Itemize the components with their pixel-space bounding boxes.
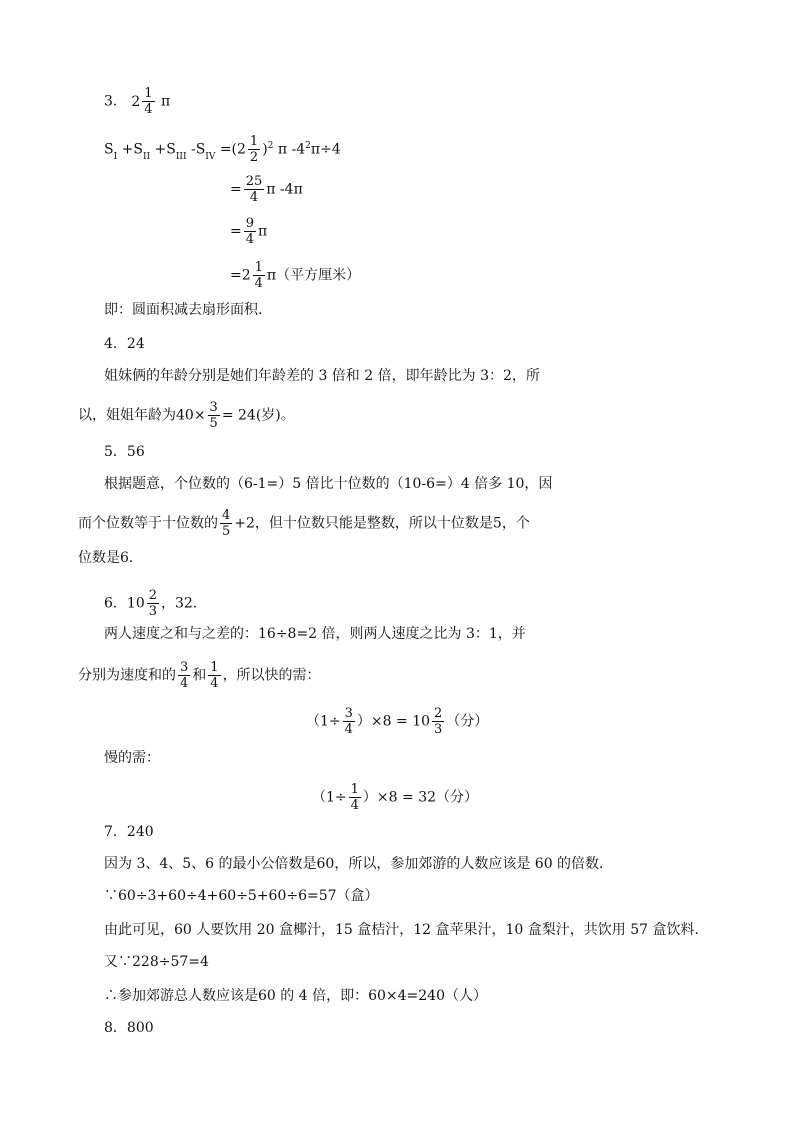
answer-8-heading: 8．800: [104, 1020, 154, 1036]
area-equation-line-4: =2 $\frac{1}{4}$ π（平方厘米）: [230, 260, 361, 291]
slow-time-label: 慢的需：: [104, 750, 160, 766]
fast-time-formula: （1÷ $\frac{3}{4}$ ）×8 = 10 $\frac{2}{3}$ （分）: [306, 706, 489, 737]
fraction: $\frac{1}{2}$: [249, 134, 259, 165]
answer-5-heading: 5．56: [104, 444, 145, 460]
fraction: $\frac{1}{4}$: [350, 782, 359, 813]
area-equation-line-3: = $\frac{9}{4}$ π: [230, 216, 268, 247]
answer-7-heading: 7．240: [104, 824, 154, 840]
fraction: $\frac{1}{4}$: [144, 86, 153, 117]
fraction: $\frac{25}{4}$: [245, 174, 263, 205]
answer-7-explanation-line-1: 因为 3、4、5、6 的最小公倍数是60，所以，参加郊游的人数应该是 60 的倍数．: [104, 856, 614, 872]
answer-7-explanation-line-3: 由此可见，60 人要饮用 20 盒椰汁，15 盒桔汁，12 盒苹果汁，10 盒梨汁，共饮用 57 盒饮料．: [104, 922, 709, 938]
answer-6-explanation-line-1: 两人速度之和与之差的：16÷8=2 倍，则两人速度之比为 3：1，并: [104, 626, 526, 642]
area-equation-line-1: $S_I +S_{II} +S_{III}$ $-S_{IV} =(2$ $\frac{1}{2}$ )$^2$ π $-4^2\pi\div 4$: [104, 134, 341, 165]
answer-3-heading: 3． 2 $\frac{1}{4}$ π: [104, 86, 171, 117]
fraction: $\frac{1}{4}$: [210, 660, 219, 691]
answer-4-heading: 4．24: [104, 336, 145, 352]
answer-6-heading: 6．10 $\frac{2}{3}$ ，32．: [104, 588, 207, 619]
fraction: $\frac{3}{5}$: [209, 400, 218, 431]
fraction: $\frac{2}{3}$: [434, 706, 443, 737]
answer-7-explanation-line-5: ∴参加郊游总人数应该是60 的 4 倍，即：60×4=240（人）: [104, 988, 487, 1004]
fraction: $\frac{2}{3}$: [148, 588, 158, 619]
answer-5-explanation-line-1: 根据题意，个位数的（6-1=）5 倍比十位数的（10-6=）4 倍多 10，因: [104, 476, 553, 492]
fraction: $\frac{9}{4}$: [245, 216, 255, 247]
fraction: $\frac{3}{4}$: [344, 706, 353, 737]
fraction: $\frac{1}{4}$: [254, 260, 263, 291]
answer-5-explanation-line-2: 而个位数等于十位数的 $\frac{4}{5}$ +2，但十位数只能是整数，所以十位数是5，个: [78, 508, 530, 539]
fraction: $\frac{4}{5}$: [222, 508, 231, 539]
slow-time-formula: （1÷ $\frac{1}{4}$ ）×8 = 32（分）: [312, 782, 479, 813]
answer-3-note: 即：圆面积减去扇形面积.: [104, 302, 263, 318]
answer-4-explanation-line-2: 以，姐姐年龄为40× $\frac{3}{5}$ = 24(岁)。: [78, 400, 295, 431]
answer-number: 3．: [104, 93, 127, 110]
answer-5-explanation-line-3: 位数是6．: [78, 550, 143, 566]
area-equation-line-2: = $\frac{25}{4}$ π -4π: [230, 174, 303, 205]
answer-7-explanation-line-2: ∵60÷3+60÷4+60÷5+60÷6=57（盒）: [104, 888, 379, 904]
answer-4-explanation-line-1: 姐妹俩的年龄分别是她们年龄差的 3 倍和 2 倍，即年龄比为 3：2，所: [104, 368, 540, 384]
answer-6-explanation-line-2: 分别为速度和的 $\frac{3}{4}$ 和 $\frac{1}{4}$ ，所以快的需：: [78, 660, 321, 691]
fraction: $\frac{3}{4}$: [180, 660, 189, 691]
answer-7-explanation-line-4: 又∵228÷57=4: [104, 954, 209, 970]
mixed-number: 2 $\frac{1}{4}$: [131, 86, 153, 117]
